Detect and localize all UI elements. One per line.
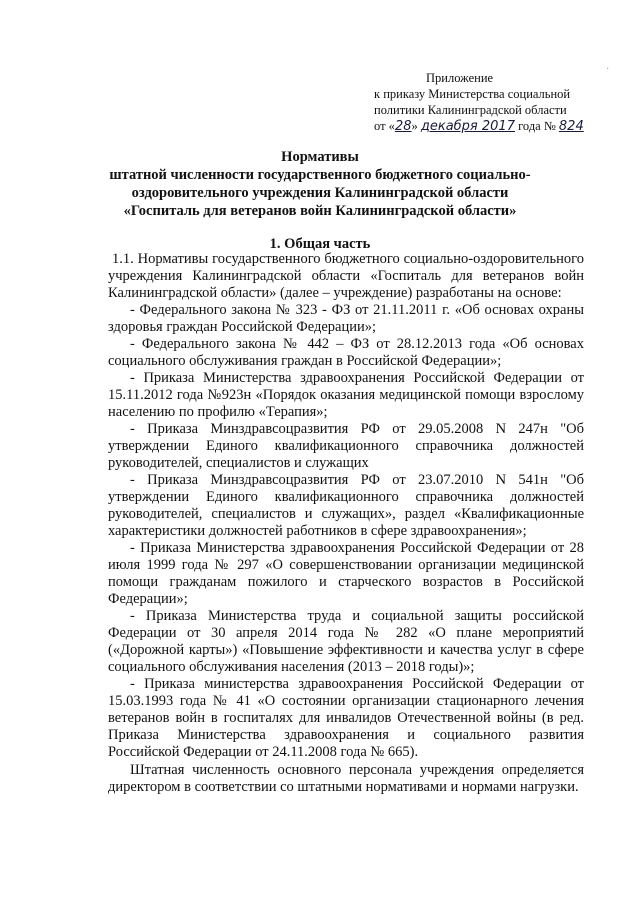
paragraph: - Приказа Министерства труда и социальной защиты российской Федерации от 30 апреля 2014 года № 282 «О плане мероприятий («Дорожной карты») «Повышение эффективности и качества услуг в сфере социального обслуживания населения (2013 – 2018 годы)»;: [108, 608, 584, 675]
order-number: 824: [558, 119, 584, 134]
date-day: 28: [394, 119, 412, 134]
paragraph: 1.1. Нормативы государственного бюджетного социально-оздоровительного учреждения Калининградской области «Госпиталь для ветеранов войн Калининградской области» (далее – учреждение) разработаны на основе:: [108, 251, 584, 301]
paragraph: - Приказа Минздравсоцразвития РФ от 23.07.2010 N 541н "Об утверждении Единого квалификационного справочника должностей руководителей, специалистов и служащих», раздел «Квалификационные характеристики должностей работников в сфере здравоохранения»;: [108, 472, 584, 539]
paragraph: - Федерального закона № 323 - ФЗ от 21.11.2011 г. «Об основах охраны здоровья граждан Российской Федерации»;: [108, 302, 584, 335]
paragraph: - Приказа Минздравсоцразвития РФ от 29.05.2008 N 247н "Об утверждении Единого квалификационного справочника должностей руководителей, специалистов и служащих: [108, 421, 584, 471]
document-body: [108, 251, 584, 796]
appendix-label: Приложение: [426, 71, 494, 85]
date-suffix: года №: [514, 119, 559, 133]
appendix-order-ref: к приказу Министерства социальной: [374, 87, 571, 101]
title-line-3: оздоровительного учреждения Калининградской области: [131, 185, 509, 201]
date-month-year: декабря 2017: [420, 119, 515, 134]
paragraph: Штатная численность основного персонала учреждения определяется директором в соответствии со штатными нормативами и нормами нагрузки.: [108, 762, 584, 795]
paragraph: - Приказа Министерства здравоохранения Российской Федерации от 28 июля 1999 года № 297 «О совершенствовании организации медицинской помощи гражданам пожилого и старческого возрастов в Российской Федерации»;: [108, 540, 584, 607]
date-prefix: от «: [374, 119, 395, 133]
title-line-4: «Госпиталь для ветеранов войн Калининградской области»: [123, 203, 517, 219]
section-heading: 1. Общая часть: [269, 236, 371, 252]
paragraph: - Федерального закона № 442 – ФЗ от 28.12.2013 года «Об основах социального обслуживания граждан в Российской Федерации»;: [108, 336, 584, 369]
title-line-2: штатной численности государственного бюджетного социально-: [109, 167, 531, 183]
appendix-header: [374, 70, 614, 135]
document-title: [80, 148, 560, 220]
title-line-1: Нормативы: [281, 149, 359, 165]
date-mid: »: [411, 119, 421, 133]
paragraph: - Приказа министерства здравоохранения Российской Федерации от 15.03.1993 года № 41 «О состоянии организации стационарного лечения ветеранов войн в госпиталях для инвалидов Отечественной войны (в ред. Приказа Министерства здравоохранения и социального развития Российской Федерации от 24.11.2008 года № 665).: [108, 676, 584, 760]
corner-mark: ·: [606, 64, 610, 75]
appendix-ministry: политики Калининградской области: [374, 103, 567, 117]
appendix-date-line: [374, 118, 614, 135]
paragraph: - Приказа Министерства здравоохранения Российской Федерации от 15.11.2012 года №923н «Порядок оказания медицинской помощи взрослому населению по профилю «Терапия»;: [108, 370, 584, 420]
